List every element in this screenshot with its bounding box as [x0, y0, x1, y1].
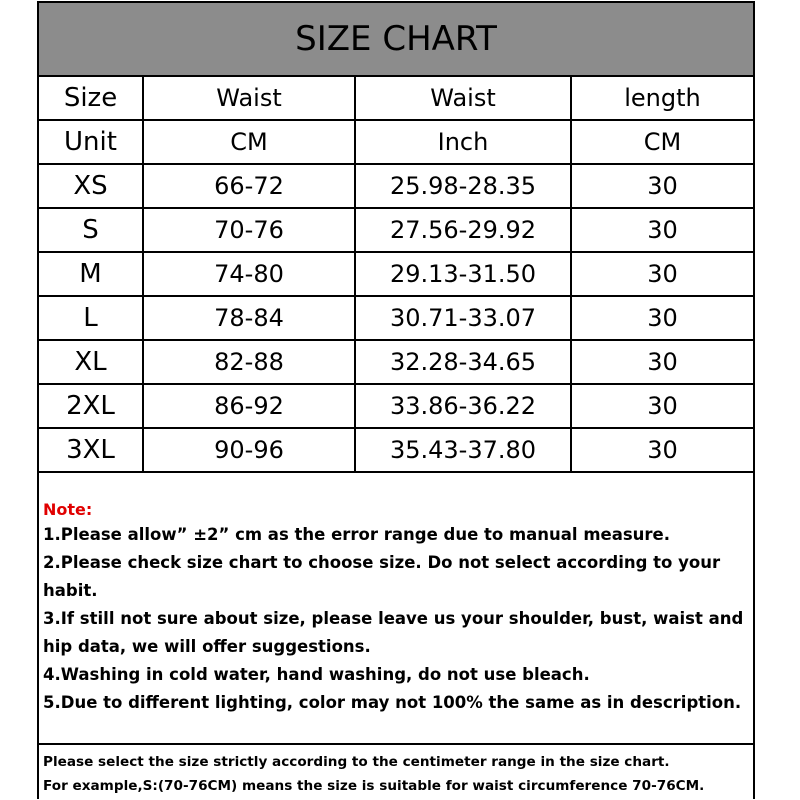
size-cell: M [39, 252, 143, 296]
size-cell: L [39, 296, 143, 340]
table-row [39, 164, 753, 208]
table-row [39, 384, 753, 428]
waist-inch-cell: 29.13-31.50 [355, 252, 571, 296]
notes-section [39, 493, 753, 745]
table-row [39, 208, 753, 252]
table-row [39, 428, 753, 472]
header-cell: Waist [355, 77, 571, 120]
waist-cm-cell: 74-80 [143, 252, 355, 296]
unit-cell: CM [571, 120, 753, 164]
table-row [39, 296, 753, 340]
note-line: 2.Please check size chart to choose size. Do not select according to your habit. [43, 553, 721, 600]
note-line: 5.Due to different lighting, color may not 100% the same as in description. [43, 693, 742, 712]
note-line: 1.Please allow” ±2” cm as the error range due to manual measure. [43, 525, 671, 544]
unit-row [39, 120, 753, 164]
waist-inch-cell: 33.86-36.22 [355, 384, 571, 428]
unit-cell: CM [143, 120, 355, 164]
header-cell: Waist [143, 77, 355, 120]
table-row [39, 252, 753, 296]
header-cell: length [571, 77, 753, 120]
footer-line: For example,S:(70-76CM) means the size is suitable for waist circumference 70-76CM. [43, 778, 705, 794]
waist-inch-cell: 32.28-34.65 [355, 340, 571, 384]
note-line: 3.If still not sure about size, please leave us your shoulder, bust, waist and hip data, we will offer suggestions. [43, 609, 744, 656]
length-cell: 30 [571, 340, 753, 384]
waist-cm-cell: 86-92 [143, 384, 355, 428]
size-cell: 3XL [39, 428, 143, 472]
table-row [39, 340, 753, 384]
size-cell: S [39, 208, 143, 252]
waist-cm-cell: 66-72 [143, 164, 355, 208]
waist-inch-cell: 35.43-37.80 [355, 428, 571, 472]
length-cell: 30 [571, 208, 753, 252]
header-row [39, 77, 753, 120]
waist-cm-cell: 70-76 [143, 208, 355, 252]
size-cell: XS [39, 164, 143, 208]
waist-cm-cell: 78-84 [143, 296, 355, 340]
size-cell: 2XL [39, 384, 143, 428]
unit-cell: Unit [39, 120, 143, 164]
unit-cell: Inch [355, 120, 571, 164]
waist-inch-cell: 25.98-28.35 [355, 164, 571, 208]
waist-inch-cell: 27.56-29.92 [355, 208, 571, 252]
length-cell: 30 [571, 296, 753, 340]
footer-line: Please select the size strictly according to the centimeter range in the size chart. [43, 754, 670, 770]
header-cell: Size [39, 77, 143, 120]
length-cell: 30 [571, 252, 753, 296]
chart-title: SIZE CHART [39, 3, 753, 77]
note-title: Note: [43, 500, 93, 519]
waist-cm-cell: 90-96 [143, 428, 355, 472]
waist-inch-cell: 30.71-33.07 [355, 296, 571, 340]
length-cell: 30 [571, 164, 753, 208]
length-cell: 30 [571, 428, 753, 472]
size-table [39, 77, 753, 473]
footer-note [39, 747, 753, 800]
note-line: 4.Washing in cold water, hand washing, do not use bleach. [43, 665, 590, 684]
size-cell: XL [39, 340, 143, 384]
waist-cm-cell: 82-88 [143, 340, 355, 384]
length-cell: 30 [571, 384, 753, 428]
